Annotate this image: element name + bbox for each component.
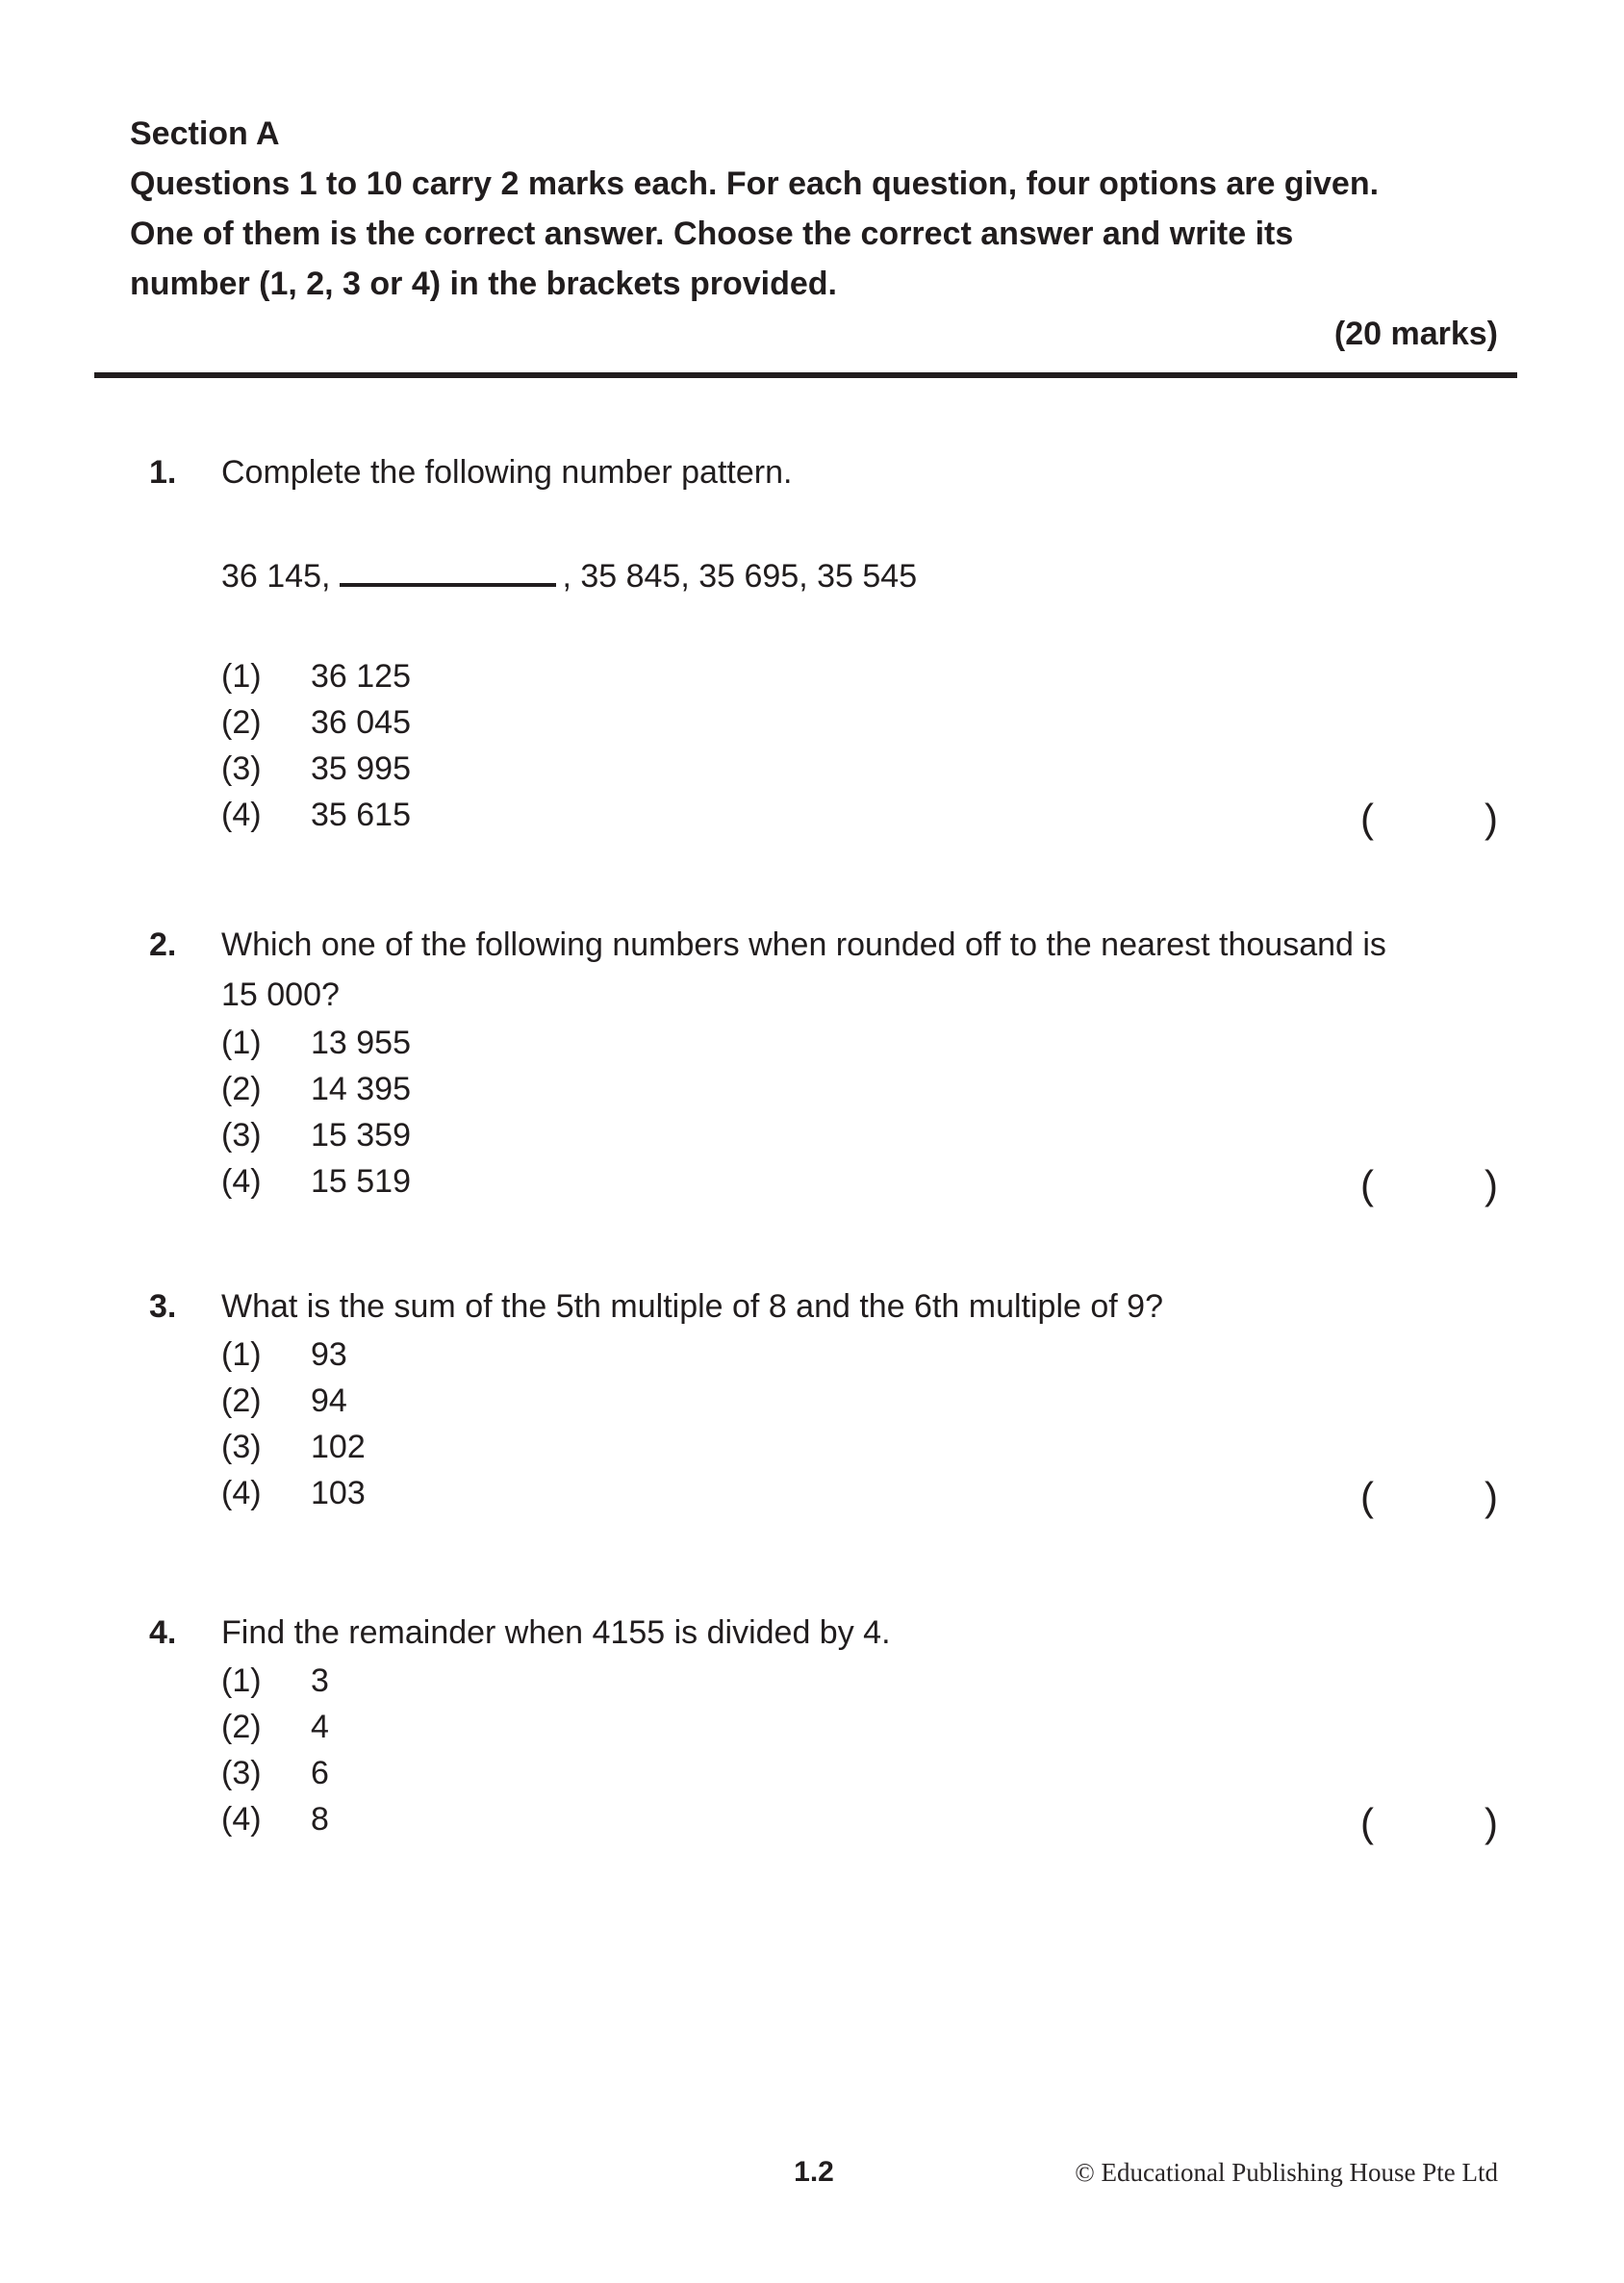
option-value: 36 045 [311,704,411,741]
marks-note: (20 marks) [1333,316,1498,352]
answer-blank [340,583,556,587]
pattern-suffix: , 35 845, 35 695, 35 545 [562,558,918,595]
option-label: (4) [221,1475,262,1511]
section-title: Section A [130,115,280,152]
option-row [221,1470,1498,1516]
page-number: 1.2 [794,2156,834,2188]
section-header [130,109,1498,378]
option-label: (1) [221,1025,262,1061]
question-1-body [221,447,1498,838]
question-2-options [221,1020,1498,1205]
option-row [221,1424,1498,1470]
bracket-close: ) [1484,1800,1498,1845]
option-row [221,1378,1498,1424]
question-2-body [221,920,1498,1205]
bracket-open: ( [1360,1474,1374,1519]
option-value: 4 [311,1709,329,1745]
question-3-options [221,1332,1498,1516]
option-label: (2) [221,1382,262,1419]
option-value: 13 955 [311,1025,411,1061]
option-row [221,1796,1498,1842]
option-row [221,1066,1498,1112]
option-value: 14 395 [311,1071,411,1107]
answer-brackets [1360,1162,1498,1208]
question-1-number-pattern [221,551,1498,601]
option-value: 6 [311,1755,329,1791]
bracket-close: ) [1484,1162,1498,1207]
option-label: (2) [221,704,262,741]
option-label: (2) [221,1071,262,1107]
bracket-open: ( [1360,1800,1374,1845]
bracket-close: ) [1484,796,1498,841]
answer-brackets [1360,1474,1498,1520]
question-2 [130,920,1498,1205]
question-2-text: Which one of the following numbers when rounded off to the nearest thousand is 15 000? [221,926,1386,1013]
option-row [221,1158,1498,1205]
option-value: 35 615 [311,797,411,833]
question-1-number: 1. [149,454,177,491]
option-value: 94 [311,1382,347,1419]
question-4-text: Find the remainder when 4155 is divided by 4. [221,1614,891,1651]
pattern-prefix: 36 145, [221,558,331,595]
option-label: (4) [221,1801,262,1838]
question-2-number: 2. [149,926,177,963]
question-4-options [221,1658,1498,1842]
option-label: (3) [221,1755,262,1791]
option-row [221,1704,1498,1750]
option-label: (2) [221,1709,262,1745]
answer-brackets [1360,1800,1498,1846]
option-value: 15 359 [311,1117,411,1154]
option-row [221,1658,1498,1704]
option-value: 8 [311,1801,329,1838]
answer-brackets [1360,796,1498,842]
option-row [221,1020,1498,1066]
option-value: 35 995 [311,750,411,787]
question-3-text: What is the sum of the 5th multiple of 8 and the 6th multiple of 9? [221,1288,1163,1325]
question-1 [130,447,1498,841]
question-4-body [221,1608,1498,1842]
bracket-open: ( [1360,1162,1374,1207]
section-instructions: Questions 1 to 10 carry 2 marks each. For each question, four options are given. One of them is the correct answer. Choose the correct answer and write its number (1, 2, 3 or 4) in the brackets provided. [130,165,1380,302]
option-label: (1) [221,1336,262,1373]
bracket-close: ) [1484,1474,1498,1519]
question-4-number: 4. [149,1614,177,1651]
question-1-options [221,653,1498,838]
option-label: (1) [221,1662,262,1699]
option-label: (4) [221,1163,262,1200]
option-label: (1) [221,658,262,695]
option-row [221,699,1498,746]
option-label: (3) [221,750,262,787]
question-1-text: Complete the following number pattern. [221,454,793,491]
option-row [221,746,1498,792]
question-3-number: 3. [149,1288,177,1325]
option-row [221,1112,1498,1158]
bracket-open: ( [1360,796,1374,841]
question-4 [130,1608,1498,1845]
option-value: 103 [311,1475,366,1511]
option-label: (3) [221,1117,262,1154]
option-label: (3) [221,1429,262,1465]
option-value: 3 [311,1662,329,1699]
option-row [221,792,1498,838]
option-value: 102 [311,1429,366,1465]
page-footer [130,2153,1498,2201]
question-3-body [221,1281,1498,1516]
header-divider [94,372,1517,378]
copyright-notice: © Educational Publishing House Pte Ltd [1075,2158,1498,2187]
option-label: (4) [221,797,262,833]
option-value: 93 [311,1336,347,1373]
question-3 [130,1281,1498,1519]
option-row [221,653,1498,699]
option-value: 36 125 [311,658,411,695]
option-value: 15 519 [311,1163,411,1200]
option-row [221,1332,1498,1378]
option-row [221,1750,1498,1796]
